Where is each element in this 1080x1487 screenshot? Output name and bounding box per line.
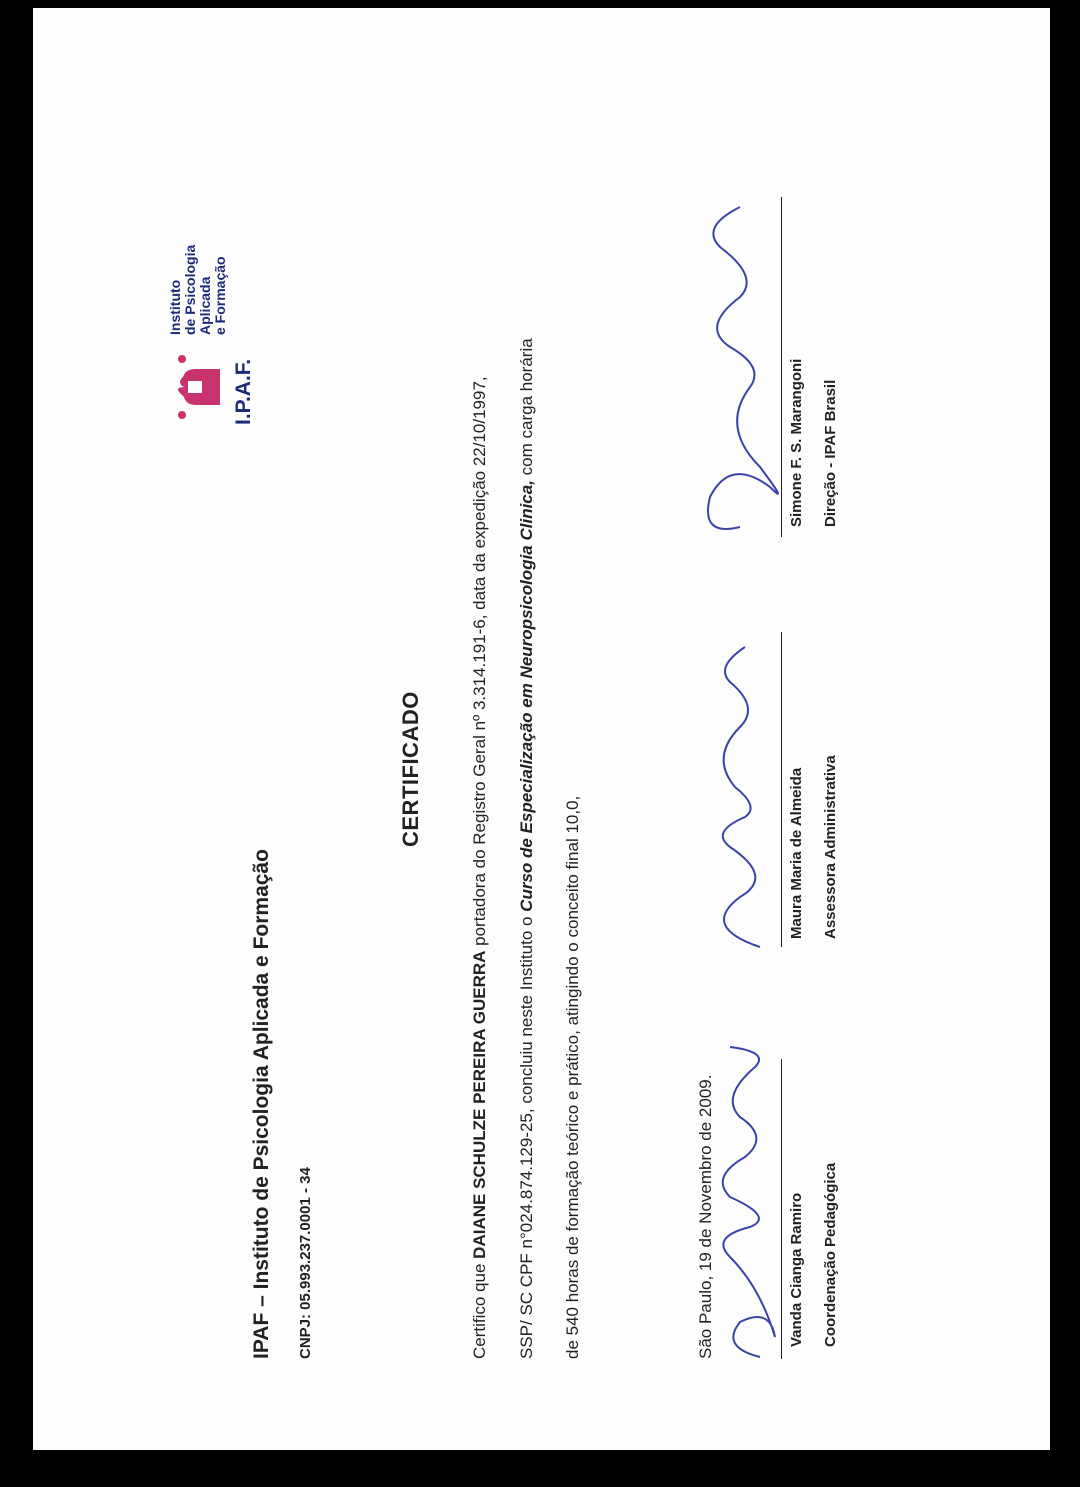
logo-brand: I.P.A.F. <box>232 358 255 425</box>
signer-name-2: Maura Maria de Almeida <box>788 767 805 939</box>
course-name: Curso de Especialização em Neuropsicologia Clinica, <box>517 480 536 912</box>
logo-line-4: e Formação <box>212 256 228 335</box>
signature-line-3 <box>781 197 782 537</box>
signer-name-3: Simone F. S. Marangoni <box>788 358 805 527</box>
logo-line-2: de Psicologia <box>182 244 198 335</box>
head-profile-icon <box>178 355 220 419</box>
body-text: Certifico que <box>470 1263 489 1359</box>
signature-line-1 <box>781 1059 782 1359</box>
logo-line-1: Instituto <box>167 279 183 335</box>
issue-date: São Paulo, 19 de Novembro de 2009. <box>696 1074 715 1359</box>
signature-vanda <box>700 1037 790 1367</box>
signer-role-3: Direção - IPAF Brasil <box>822 379 839 527</box>
body-line-2 <box>517 338 537 1359</box>
signature-line-2 <box>781 632 782 947</box>
signature-maura <box>690 627 790 957</box>
body-text: com carga horária <box>517 338 536 476</box>
institute-name: IPAF – Instituto de Psicologia Aplicada e Formação <box>250 849 273 1359</box>
signature-simone <box>680 187 800 547</box>
signer-name-1: Vanda Cianga Ramiro <box>788 1192 805 1347</box>
logo-line-3: Aplicada <box>197 276 213 335</box>
signer-role-2: Assessora Administrativa <box>822 755 839 939</box>
certificate-title: CERTIFICADO <box>398 691 423 847</box>
cnpj-number: CNPJ: 05.993.237.0001 - 34 <box>297 1167 314 1359</box>
student-name: DAIANE SCHULZE PEREIRA GUERRA <box>470 950 489 1259</box>
signer-role-1: Coordenação Pedagógica <box>822 1162 839 1347</box>
body-line-1 <box>470 376 490 1359</box>
body-text: SSP/ SC CPF n°024.874.129-25, concluiu neste Instituto o <box>517 916 536 1359</box>
body-text: portadora do Registro Geral nº 3.314.191-6, data da expedição 22/10/1997, <box>470 376 489 946</box>
body-line-3: de 540 horas de formação teórico e prático, atingindo o conceito final 10,0, <box>563 795 582 1359</box>
